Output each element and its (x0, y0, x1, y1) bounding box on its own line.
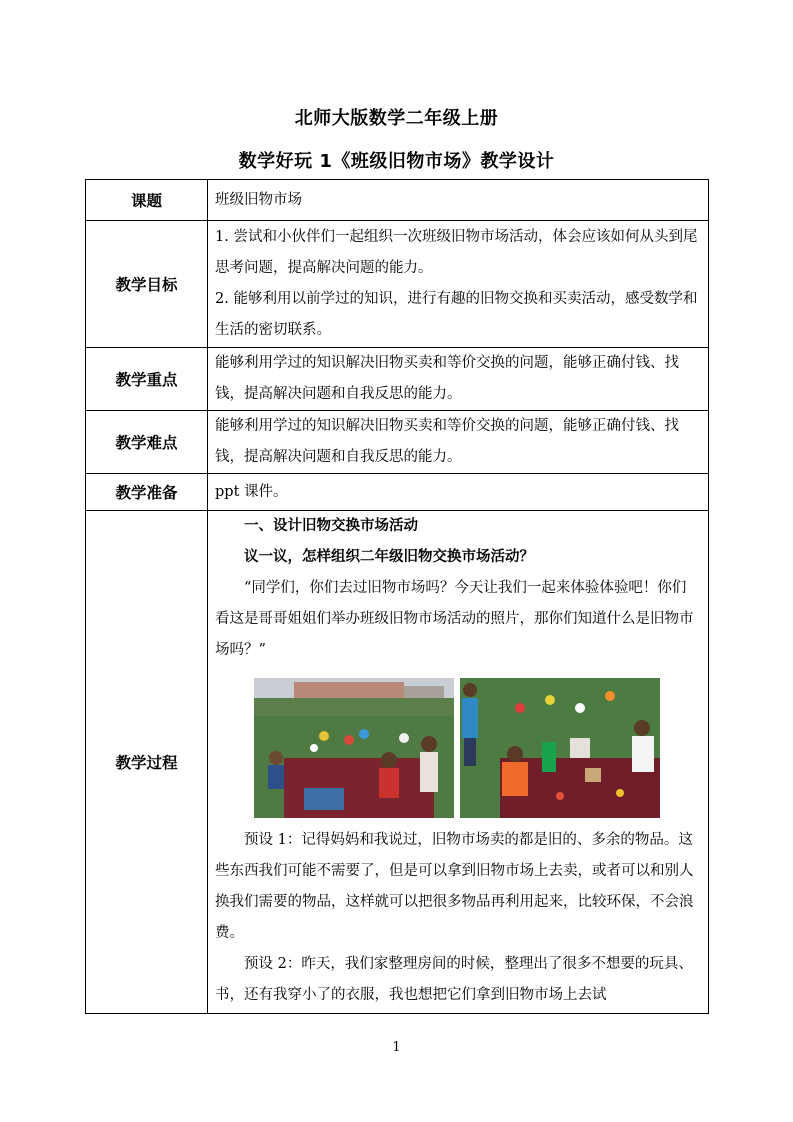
lesson-plan-table (85, 179, 709, 1014)
table-row (86, 180, 709, 221)
table-row (86, 348, 709, 411)
topic-label: 课题 (86, 180, 208, 221)
market-photos (215, 678, 699, 818)
market-photo-left (254, 678, 454, 818)
process-content (215, 511, 699, 1013)
table-row (86, 221, 709, 348)
difficulty-value: 能够利用学过的知识解决旧物买卖和等价交换的问题，能够正确付钱、找钱，提高解决问题和自我反思的能力。 (208, 411, 709, 474)
key-point-value: 能够利用学过的知识解决旧物买卖和等价交换的问题，能够正确付钱、找钱，提高解决问题和自我反思的能力。 (208, 348, 709, 411)
process-cell (208, 511, 709, 1014)
goal-item: 2. 能够利用以前学过的知识，进行有趣的旧物交换和买卖活动，感受数学和生活的密切联系。 (215, 291, 698, 338)
goal-cell (208, 221, 709, 348)
process-heading: 一、设计旧物交换市场活动 (244, 518, 418, 534)
page-number: 1 (392, 1040, 401, 1055)
process-intro: “同学们，你们去过旧物市场吗？今天让我们一起来体验体验吧！你们看这是哥哥姐姐们举办班级旧物市场活动的照片，那你们知道什么是旧物市场吗？” (215, 580, 694, 658)
process-label: 教学过程 (86, 511, 208, 1014)
table-row (86, 411, 709, 474)
key-point-label: 教学重点 (86, 348, 208, 411)
goal-item: 1. 尝试和小伙伴们一起组织一次班级旧物市场活动，体会应该如何从头到尾思考问题，提高解决问题的能力。 (215, 229, 698, 276)
table-row (86, 474, 709, 511)
preparation-value: ppt 课件。 (208, 474, 709, 511)
goal-label: 教学目标 (86, 221, 208, 348)
market-photo-right (460, 678, 660, 818)
table-row (86, 511, 709, 1014)
process-preset-2: 预设 2：昨天，我们家整理房间的时候，整理出了很多不想要的玩具、书，还有我穿小了的衣服，我也想把它们拿到旧物市场上去试 (215, 956, 693, 1003)
difficulty-label: 教学难点 (86, 411, 208, 474)
preparation-label: 教学准备 (86, 474, 208, 511)
document-subtitle: 数学好玩 1《班级旧物市场》教学设计 (238, 151, 555, 172)
topic-value: 班级旧物市场 (208, 180, 709, 221)
process-preset-1: 预设 1：记得妈妈和我说过，旧物市场卖的都是旧的、多余的物品。这些东西我们可能不需要了，但是可以拿到旧物市场上去卖，或者可以和别人换我们需要的物品，这样就可以把很多物品再利用起来，比较环保，不会浪费。 (215, 832, 694, 941)
process-subheading: 议一议，怎样组织二年级旧物交换市场活动？ (244, 549, 534, 565)
document-title: 北师大版数学二年级上册 (294, 108, 499, 129)
